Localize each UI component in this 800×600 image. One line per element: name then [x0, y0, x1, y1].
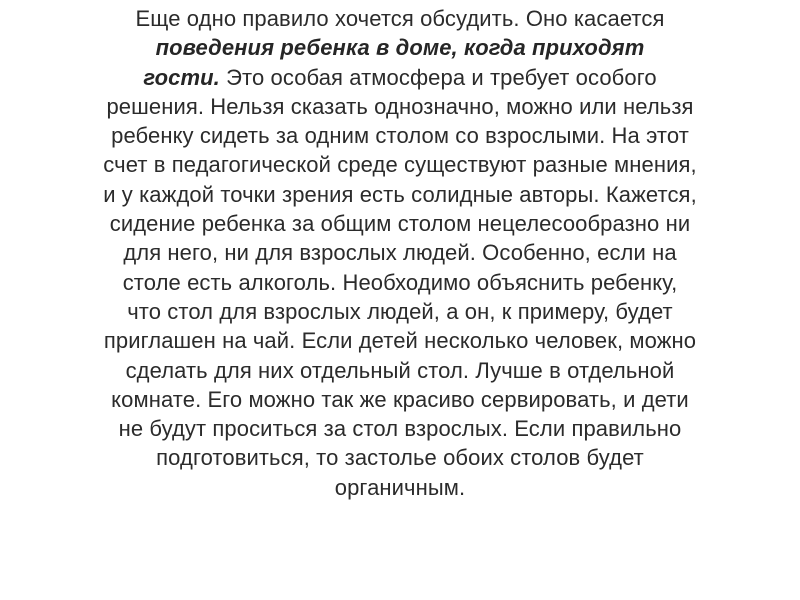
text-line: [40, 150, 760, 179]
text-segment: что стол для взрослых людей, а он, к примеру, будет: [127, 298, 673, 324]
text-line: [40, 443, 760, 472]
text-line: [40, 473, 760, 502]
text-segment: столе есть алкоголь. Необходимо объяснить ребенку,: [122, 269, 678, 295]
text-line: [40, 180, 760, 209]
text-segment: решения. Нельзя сказать однозначно, можно или нельзя: [106, 93, 694, 119]
emphasized-text: поведения ребенка в доме, когда приходят: [155, 35, 645, 61]
text-line: [40, 238, 760, 267]
text-line: [40, 356, 760, 385]
text-line: [40, 63, 760, 92]
text-line: [40, 209, 760, 238]
text-segment: не будут проситься за стол взрослых. Если правильно: [118, 416, 682, 442]
text-line: [40, 121, 760, 150]
text-line: [40, 268, 760, 297]
text-segment: подготовиться, то застолье обоих столов будет: [156, 445, 644, 471]
text-segment: Еще одно правило хочется обсудить. Оно касается: [135, 6, 665, 31]
text-segment: приглашен на чай. Если детей несколько человек, можно: [103, 328, 697, 354]
text-segment: органичным.: [334, 474, 466, 500]
text-line: [40, 4, 760, 33]
text-segment: для него, ни для взрослых людей. Особенно, если на: [123, 240, 677, 266]
text-segment: сидение ребенка за общим столом нецелесообразно ни: [109, 211, 691, 237]
text-line: [40, 92, 760, 121]
text-segment: сделать для них отдельный стол. Лучше в отдельной: [125, 357, 675, 383]
text-line: [40, 414, 760, 443]
text-segment: комнате. Его можно так же красиво сервировать, и дети: [111, 386, 689, 412]
text-segment: ребенку сидеть за одним столом со взрослыми. На этот: [111, 123, 689, 149]
text-line: [40, 33, 760, 62]
body-paragraph: [40, 4, 760, 502]
text-line: [40, 385, 760, 414]
text-segment: Это особая атмосфера и требует особого: [219, 64, 657, 90]
text-segment: и у каждой точки зрения есть солидные авторы. Кажется,: [103, 181, 697, 207]
emphasized-text: гости.: [143, 64, 220, 90]
text-segment: счет в педагогической среде существуют разные мнения,: [103, 152, 697, 178]
text-line: [40, 297, 760, 326]
text-line: [40, 326, 760, 355]
